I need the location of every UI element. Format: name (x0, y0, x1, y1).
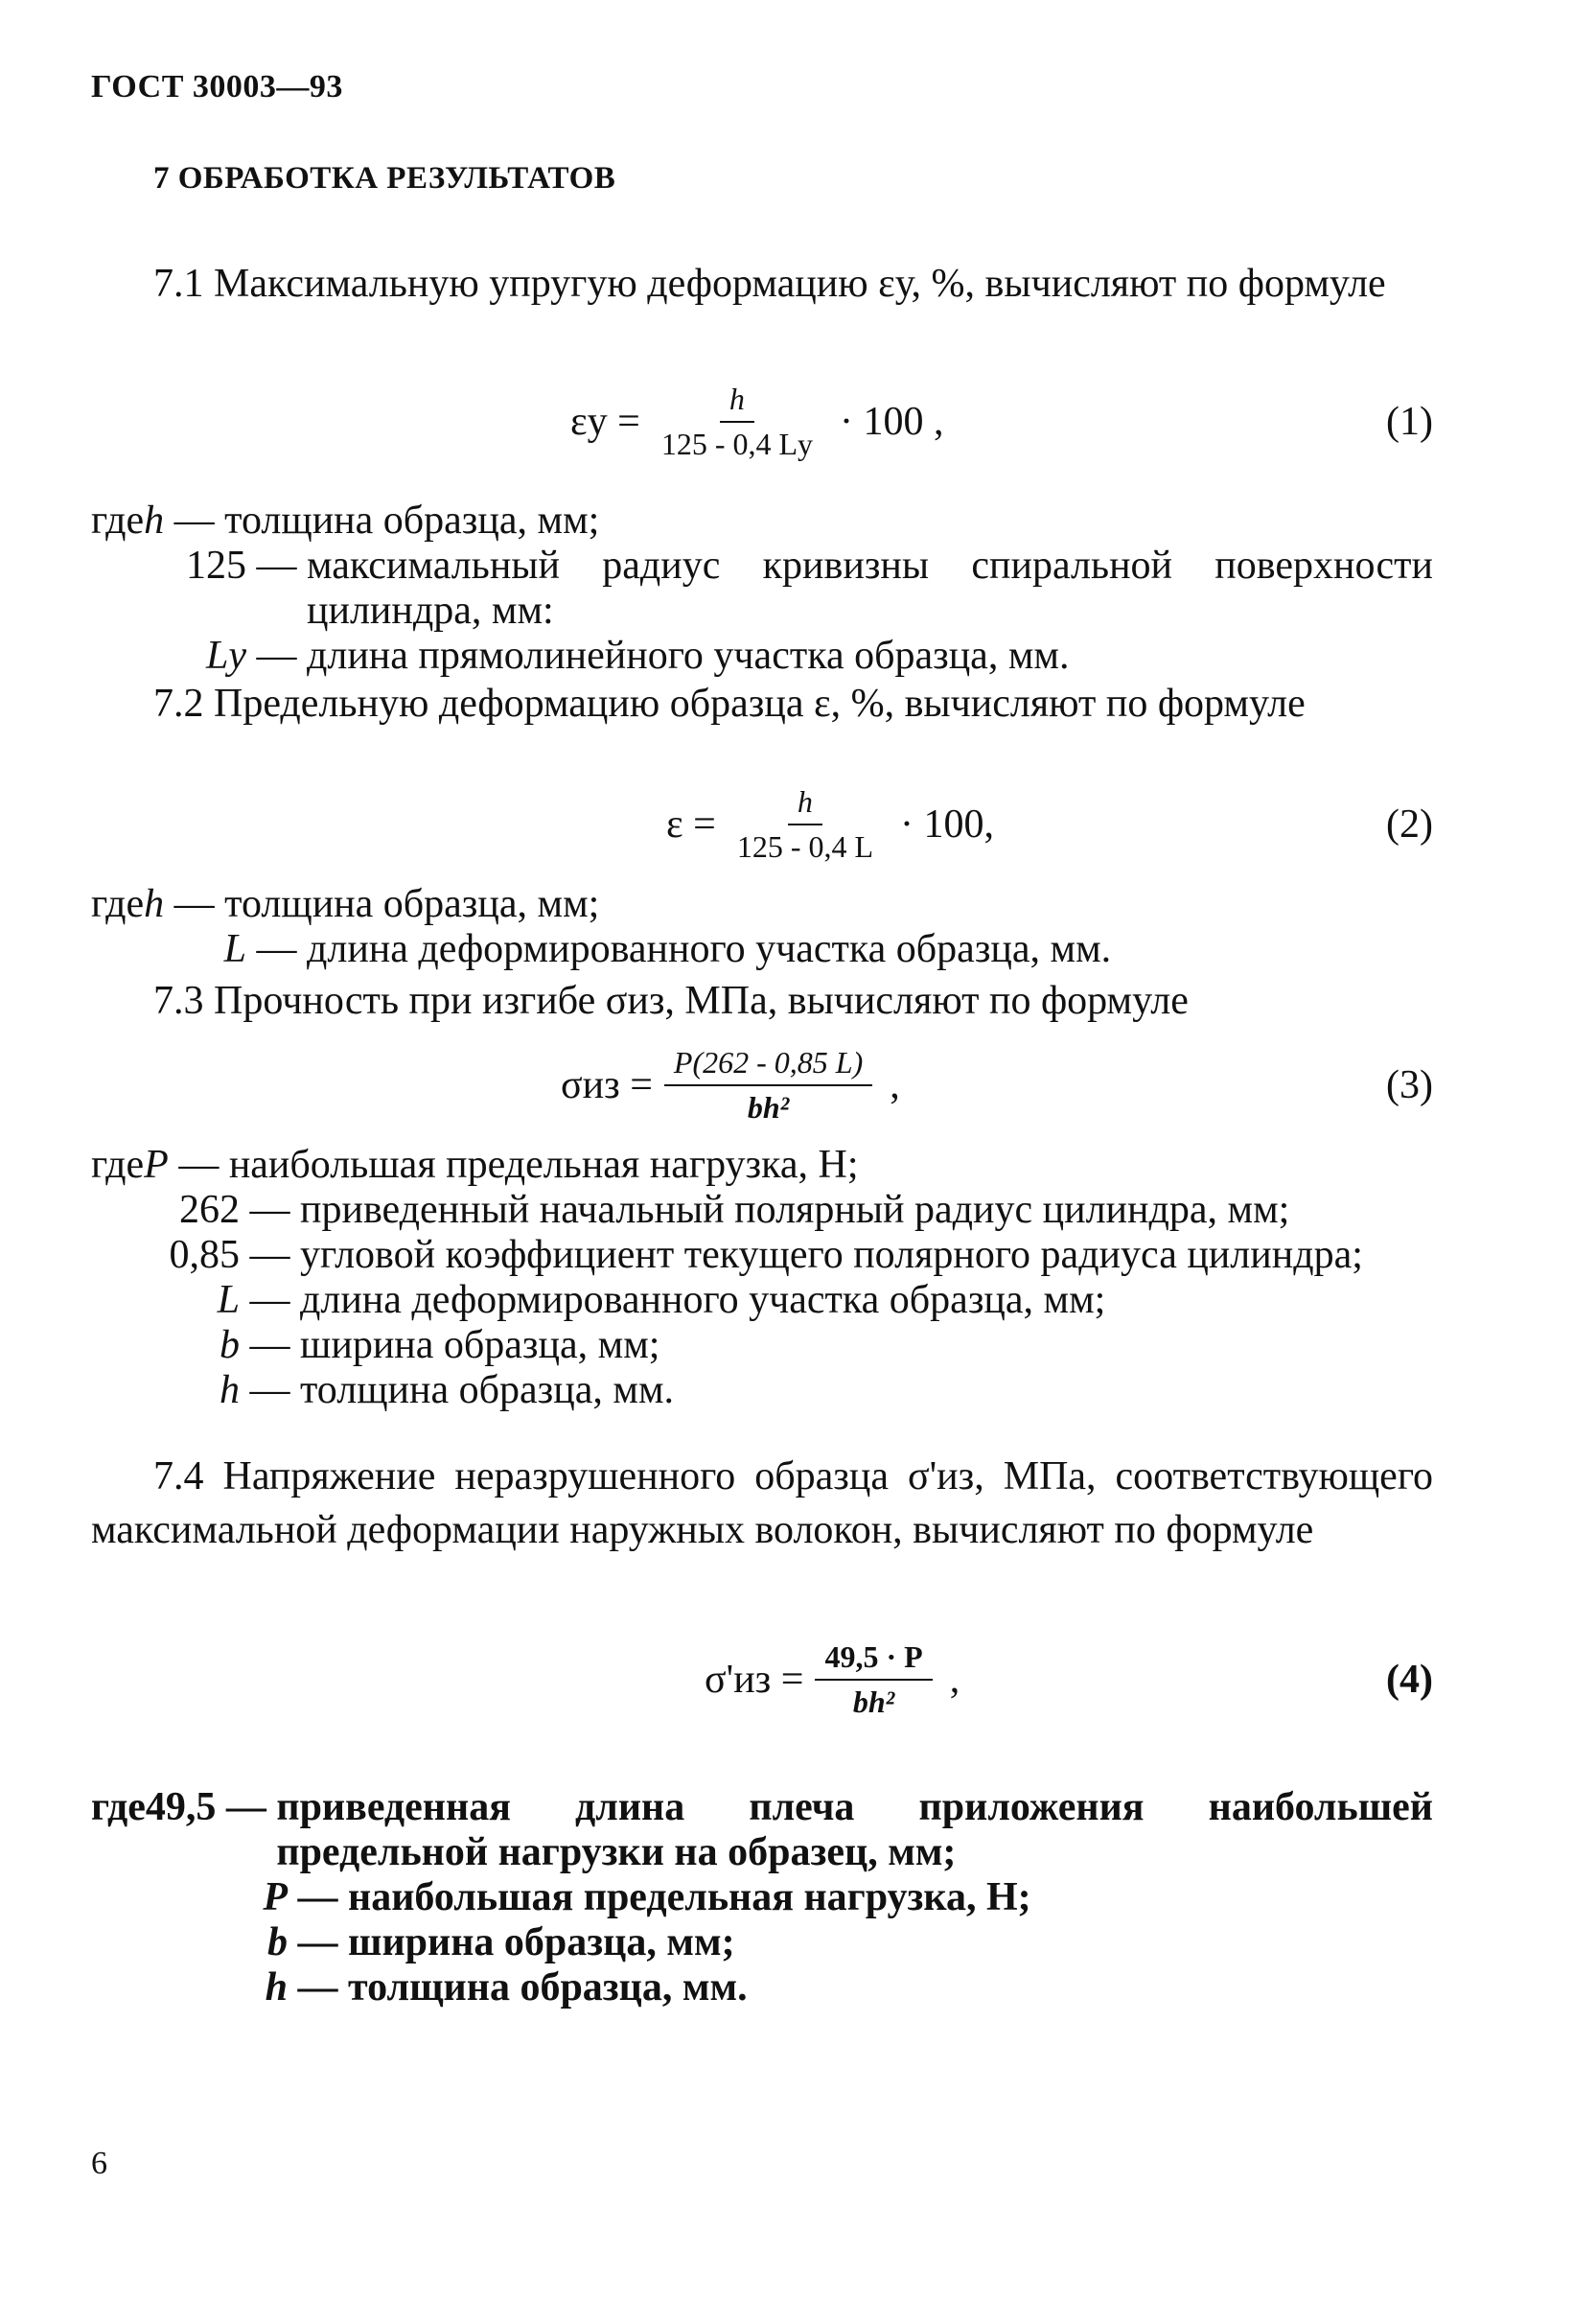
numerator: h (788, 784, 822, 825)
definition-text: наибольшая предельная нагрузка, Н; (228, 1143, 859, 1187)
paragraph-text: 7.1 Максимальную упругую деформацию εу, %, вычисляют по формуле (153, 262, 1386, 306)
definition-term: 0,85 (169, 1233, 240, 1277)
definition-item (91, 1188, 1433, 1233)
definition-dash: — (288, 1875, 348, 1919)
numerator: P(262 - 0,85 L) (664, 1045, 872, 1086)
definition-dash: — (246, 544, 307, 588)
definition-text: длина деформированного участка образца, мм. (307, 927, 1112, 971)
definition-term: P (144, 1143, 169, 1187)
definition-item (91, 1920, 1433, 1965)
equation-number: (4) (1386, 1658, 1433, 1702)
definition-dash: — (164, 882, 225, 926)
definition-text: наибольшая предельная нагрузка, Н; (348, 1875, 1031, 1919)
document-header: ГОСТ 30003—93 (91, 69, 343, 105)
paragraph-text: 7.4 Напряжение неразрушенного образца σ'из, МПа, соответствующего максимальной деформации наружных волокон, вычисляют по формуле (91, 1454, 1433, 1552)
definition-dash: — (240, 1368, 300, 1412)
formula-3 (91, 1045, 1433, 1141)
definition-term: h (144, 882, 165, 926)
formula-1 (91, 382, 1433, 477)
equation-number: (1) (1386, 400, 1433, 444)
definition-text: максимальный радиус кривизны спиральной поверхности цилиндра, мм: (307, 544, 1433, 633)
formula-body (570, 382, 944, 462)
definition-term: Lу (206, 634, 246, 678)
definition-item (91, 1875, 1433, 1920)
definition-dash: — (240, 1278, 300, 1322)
equation-number: (2) (1386, 802, 1433, 847)
fraction (728, 784, 883, 865)
definition-term: b (267, 1920, 288, 1964)
definition-item (91, 927, 1433, 972)
definition-term: h (265, 1965, 288, 2010)
formula-tail: · 100, (900, 802, 995, 847)
definition-item (91, 1278, 1433, 1323)
definition-text: ширина образца, мм; (300, 1323, 660, 1367)
section-title: 7 ОБРАБОТКА РЕЗУЛЬТАТОВ (153, 161, 616, 196)
definition-dash: — (240, 1233, 300, 1277)
definition-item (91, 1323, 1433, 1368)
denominator: bh² (747, 1090, 790, 1125)
fraction (815, 1639, 932, 1720)
definition-prefix: где (91, 1143, 145, 1187)
definition-item (91, 1965, 1433, 2010)
definition-dash: — (246, 927, 307, 971)
formula-lhs: σ'из = (705, 1658, 804, 1702)
definition-dash: — (288, 1965, 348, 2010)
definition-item (91, 882, 1433, 927)
paragraph-text: 7.3 Прочность при изгибе σиз, МПа, вычисляют по формуле (153, 979, 1189, 1023)
definition-term: L (223, 927, 246, 971)
definition-term: h (144, 499, 165, 543)
paragraph-7-2 (91, 677, 1433, 731)
paragraph-7-3 (91, 974, 1433, 1028)
paragraph-7-4 (91, 1450, 1433, 1557)
definition-item (91, 634, 1433, 679)
definition-item (91, 1368, 1433, 1413)
denominator: 125 - 0,4 L (736, 829, 874, 864)
definition-text: приведенный начальный полярный радиус цилиндра, мм; (300, 1188, 1290, 1232)
formula-4 (91, 1639, 1433, 1735)
definition-term: h (220, 1368, 240, 1412)
definition-term: P (263, 1875, 288, 1919)
definition-prefix: где (91, 1785, 146, 1829)
definition-text: длина деформированного участка образца, мм; (300, 1278, 1106, 1322)
formula-body (666, 784, 994, 865)
definition-text: длина прямолинейного участка образца, мм. (307, 634, 1070, 678)
paragraph-7-1 (91, 257, 1433, 311)
definition-text: ширина образца, мм; (348, 1920, 735, 1964)
formula-lhs: ε = (666, 802, 716, 847)
denominator: 125 - 0,4 Lу (660, 427, 814, 461)
formula-2 (91, 784, 1433, 880)
formula-body (561, 1045, 900, 1126)
definitions-4 (91, 1785, 1433, 2010)
fraction (664, 1045, 872, 1126)
definition-prefix: где (91, 499, 145, 543)
definition-term: 49,5 (145, 1785, 217, 1829)
definitions-3 (91, 1143, 1433, 1413)
definition-term: 262 (179, 1188, 240, 1232)
formula-lhs: εу = (570, 400, 640, 444)
fraction (652, 382, 822, 462)
definition-term: L (217, 1278, 240, 1322)
definitions-1 (91, 499, 1433, 679)
definitions-2 (91, 882, 1433, 972)
definition-prefix: где (91, 882, 145, 926)
paragraph-text: 7.2 Предельную деформацию образца ε, %, вычисляют по формуле (153, 682, 1306, 726)
definition-dash: — (164, 499, 225, 543)
definition-dash: — (246, 634, 307, 678)
denominator: bh² (852, 1684, 895, 1719)
definition-item (91, 1233, 1433, 1278)
definition-text: толщина образца, мм. (300, 1368, 675, 1412)
definition-item (91, 499, 1433, 544)
definition-dash: — (216, 1785, 277, 1829)
definition-item (91, 1143, 1433, 1188)
page-number: 6 (91, 2146, 107, 2181)
numerator: 49,5 · P (815, 1639, 932, 1681)
formula-tail: , (890, 1063, 900, 1107)
definition-dash: — (288, 1920, 348, 1964)
definition-dash: — (240, 1323, 300, 1367)
definition-item (91, 544, 1433, 634)
definition-text: толщина образца, мм; (224, 499, 600, 543)
definition-text: толщина образца, мм. (348, 1965, 748, 2010)
definition-dash: — (168, 1143, 229, 1187)
definition-term: 125 (186, 544, 246, 588)
definition-text: приведенная длина плеча приложения наибольшей предельной нагрузки на образец, мм; (276, 1785, 1433, 1874)
numerator: h (720, 382, 754, 423)
definition-text: толщина образца, мм; (224, 882, 600, 926)
definition-dash: — (240, 1188, 300, 1232)
definition-term: b (220, 1323, 240, 1367)
definition-text: угловой коэффициент текущего полярного радиуса цилиндра; (300, 1233, 1363, 1277)
definition-item (91, 1785, 1433, 1875)
formula-tail: · 100 , (840, 400, 944, 444)
formula-lhs: σиз = (561, 1063, 653, 1107)
formula-body (705, 1639, 960, 1720)
formula-tail: , (949, 1658, 960, 1702)
equation-number: (3) (1386, 1063, 1433, 1107)
